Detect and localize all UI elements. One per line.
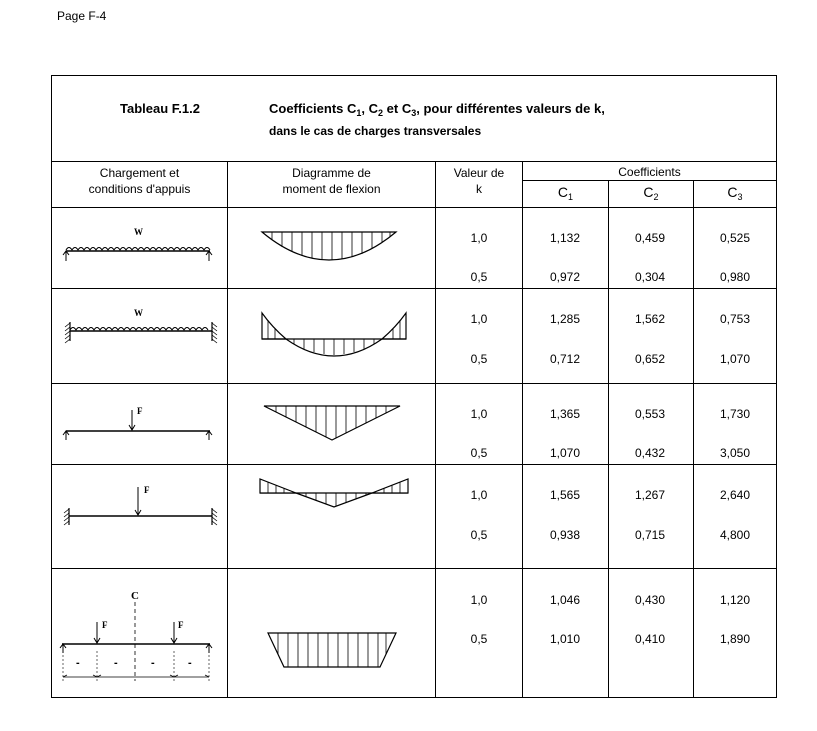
header-k-value: Valeur de k: [453, 166, 505, 196]
k-value: 0,5: [470, 528, 488, 542]
c2-value: 0,304: [634, 270, 666, 284]
centreline-label: C: [131, 590, 139, 602]
c2-value: 0,652: [634, 352, 666, 366]
c3-value: 1,070: [719, 352, 751, 366]
c3-value: 0,525: [719, 231, 751, 245]
c1-value: 0,972: [549, 270, 581, 284]
c1-value: 1,365: [549, 407, 581, 421]
k-value: 1,0: [470, 407, 488, 421]
c2-value: 1,562: [634, 312, 666, 326]
loading-sketch-point-fixed: [52, 465, 227, 545]
coefficients-table: [51, 75, 777, 698]
header-coefficients: Coefficients: [618, 165, 681, 179]
page-label: Page F-4: [57, 9, 107, 23]
moment-diagram-fixed-triangle: [228, 465, 436, 545]
span-dash: -: [114, 657, 118, 669]
header-loading: Chargement et conditions d'appuis: [88, 166, 191, 196]
c1-value: 1,132: [549, 231, 581, 245]
group-divider: [522, 180, 776, 181]
load-label-w: W: [134, 308, 143, 318]
c2-value: 0,410: [634, 632, 666, 646]
c2-value: 1,267: [634, 488, 666, 502]
c1-value: 1,010: [549, 632, 581, 646]
k-value: 1,0: [470, 593, 488, 607]
k-value: 1,0: [470, 231, 488, 245]
col-divider: [522, 161, 523, 697]
k-value: 1,0: [470, 312, 488, 326]
table-id: Tableau F.1.2: [120, 101, 200, 116]
table-subtitle: dans le cas de charges transversales: [269, 124, 482, 138]
header-c3: $C_3$: [727, 184, 743, 202]
loading-sketch-two-point: [52, 569, 227, 697]
loading-sketch-uniform-simple: [52, 208, 227, 288]
col-divider: [608, 180, 609, 697]
c2-value: 0,553: [634, 407, 666, 421]
c3-value: 1,890: [719, 632, 751, 646]
span-dash: -: [151, 657, 155, 669]
c2-value: 0,430: [634, 593, 666, 607]
col-divider: [693, 180, 694, 697]
c3-value: 4,800: [719, 528, 751, 542]
header-c2: $C_2$: [643, 184, 659, 202]
k-value: 0,5: [470, 632, 488, 646]
loading-sketch-point-simple: [52, 384, 227, 478]
load-label-w: W: [134, 227, 143, 237]
k-value: 0,5: [470, 352, 488, 366]
c1-value: 1,046: [549, 593, 581, 607]
header-c1: $C_1$: [557, 184, 574, 202]
c1-value: 0,712: [549, 352, 581, 366]
loading-sketch-uniform-fixed: [52, 289, 227, 369]
table-title: Coefficients $C_1$, $C_2$ et $C_3$, pour différentes valeurs de k,: [269, 101, 605, 118]
header-divider: [52, 161, 776, 162]
c1-value: 0,938: [549, 528, 581, 542]
c2-value: 0,432: [634, 446, 666, 460]
c3-value: 0,753: [719, 312, 751, 326]
load-label-f: F: [102, 620, 108, 630]
c1-value: 1,565: [549, 488, 581, 502]
c2-value: 0,459: [634, 231, 666, 245]
k-value: 0,5: [470, 446, 488, 460]
moment-diagram-parabola: [228, 208, 436, 288]
c1-value: 1,285: [549, 312, 581, 326]
span-dash: -: [188, 657, 192, 669]
moment-diagram-triangle: [228, 384, 436, 478]
c3-value: 1,120: [719, 593, 751, 607]
load-label-f: F: [144, 485, 150, 495]
load-label-f: F: [137, 406, 143, 416]
header-moment-diagram: Diagramme de moment de flexion: [282, 166, 381, 196]
c3-value: 1,730: [719, 407, 751, 421]
c3-value: 2,640: [719, 488, 751, 502]
k-value: 1,0: [470, 488, 488, 502]
c1-value: 1,070: [549, 446, 581, 460]
c3-value: 0,980: [719, 270, 751, 284]
load-label-f: F: [178, 620, 184, 630]
moment-diagram-trapezoid: [228, 569, 436, 697]
c3-value: 3,050: [719, 446, 751, 460]
span-dash: -: [76, 657, 80, 669]
c2-value: 0,715: [634, 528, 666, 542]
moment-diagram-fixed-parabola: [228, 289, 436, 369]
k-value: 0,5: [470, 270, 488, 284]
